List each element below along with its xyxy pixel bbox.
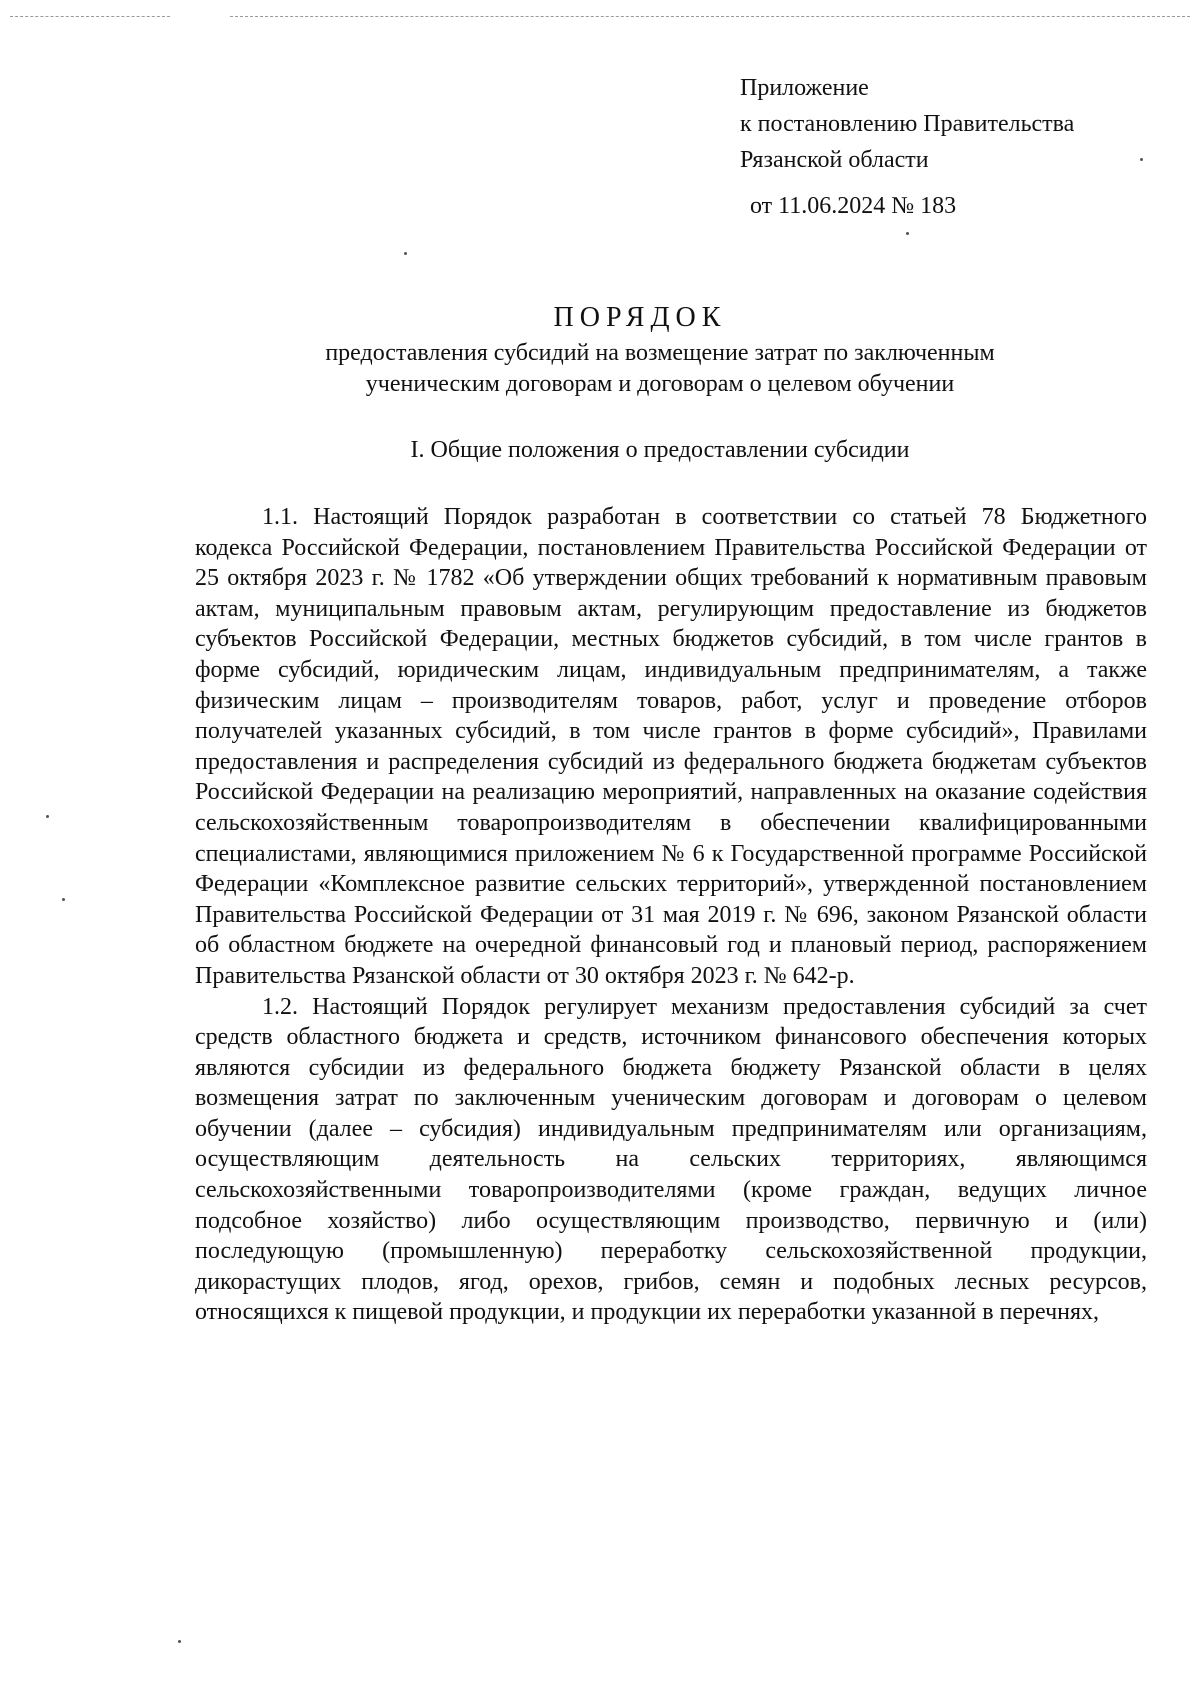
scan-artifact-line — [10, 16, 170, 17]
appendix-line-3: Рязанской области — [740, 147, 929, 173]
appendix-date-line: от 11.06.2024 № 183 — [750, 193, 957, 219]
scan-speck — [62, 898, 65, 901]
paragraph-1-2: 1.2. Настоящий Порядок регулирует механизм предоставления субсидий за счет средств областного бюджета и средств, источником финансового обеспечения которых являются субсидии из федерального бюджета бюджету Рязанской области в целях возмещения затрат по заключенным ученическим договорам и договорам о целевом обучении (далее – субсидия) индивидуальным предпринимателям или организациям, осуществляющим деятельность на сельских территориях, являющимся сельскохозяйственными товаропроизводителями (кроме граждан, ведущих личное подсобное хозяйство) либо осуществляющим производство, первичную и (или) последующую (промышленную) переработку сельскохозяйственной продукции, дикорастущих плодов, ягод, орехов, грибов, семян и подобных лесных ресурсов, относящихся к пищевой продукции, и продукции их переработки указанной в перечнях, — [195, 993, 1147, 1326]
scan-speck — [46, 815, 49, 818]
appendix-line-1: Приложение — [740, 75, 869, 101]
appendix-block — [740, 70, 1074, 224]
paragraph-1-1: 1.1. Настоящий Порядок разработан в соответствии со статьей 78 Бюджетного кодекса Российской Федерации, постановлением Правительства Российской Федерации от 25 октября 2023 г. № 1782 «Об утверждении общих требований к нормативным правовым актам, муниципальным правовым актам, регулирующим предоставление из бюджетов субъектов Российской Федерации, местных бюджетов субсидий, в том числе грантов в форме субсидий, юридическим лицам, индивидуальным предпринимателям, а также физическим лицам – производителям товаров, работ, услуг и проведение отборов получателей указанных субсидий, в том числе грантов в форме субсидий», Правилами предоставления и распределения субсидий из федерального бюджета бюджетам субъектов Российской Федерации на реализацию мероприятий, направленных на оказание содействия сельскохозяйственным товаропроизводителям в обеспечении квалифицированными специалистами, являющимися приложением № 6 к Государственной программе Российской Федерации «Комплексное развитие сельских территорий», утвержденной постановлением Правительства Российской Федерации от 31 мая 2019 г. № 696, законом Рязанской области об областном бюджете на очередной финансовый год и плановый период, распоряжением Правительства Рязанской области от 30 октября 2023 г. № 642-р. — [195, 504, 1147, 989]
document-body — [195, 502, 1147, 1328]
subtitle-line-1: предоставления субсидий на возмещение затрат по заключенным — [325, 340, 995, 366]
subtitle-line-2: ученическим договорам и договорам о целевом обучении — [365, 371, 955, 397]
section-heading: I. Общие положения о предоставлении субсидии — [410, 437, 910, 463]
document-title: ПОРЯДОК — [553, 302, 727, 333]
scan-speck — [906, 232, 909, 235]
scan-speck — [404, 252, 407, 255]
scan-speck — [1140, 158, 1143, 161]
appendix-line-2: к постановлению Правительства — [740, 111, 1075, 137]
scan-artifact-line — [230, 16, 1190, 17]
document-subtitle — [200, 338, 1120, 400]
scan-speck — [178, 1640, 181, 1643]
